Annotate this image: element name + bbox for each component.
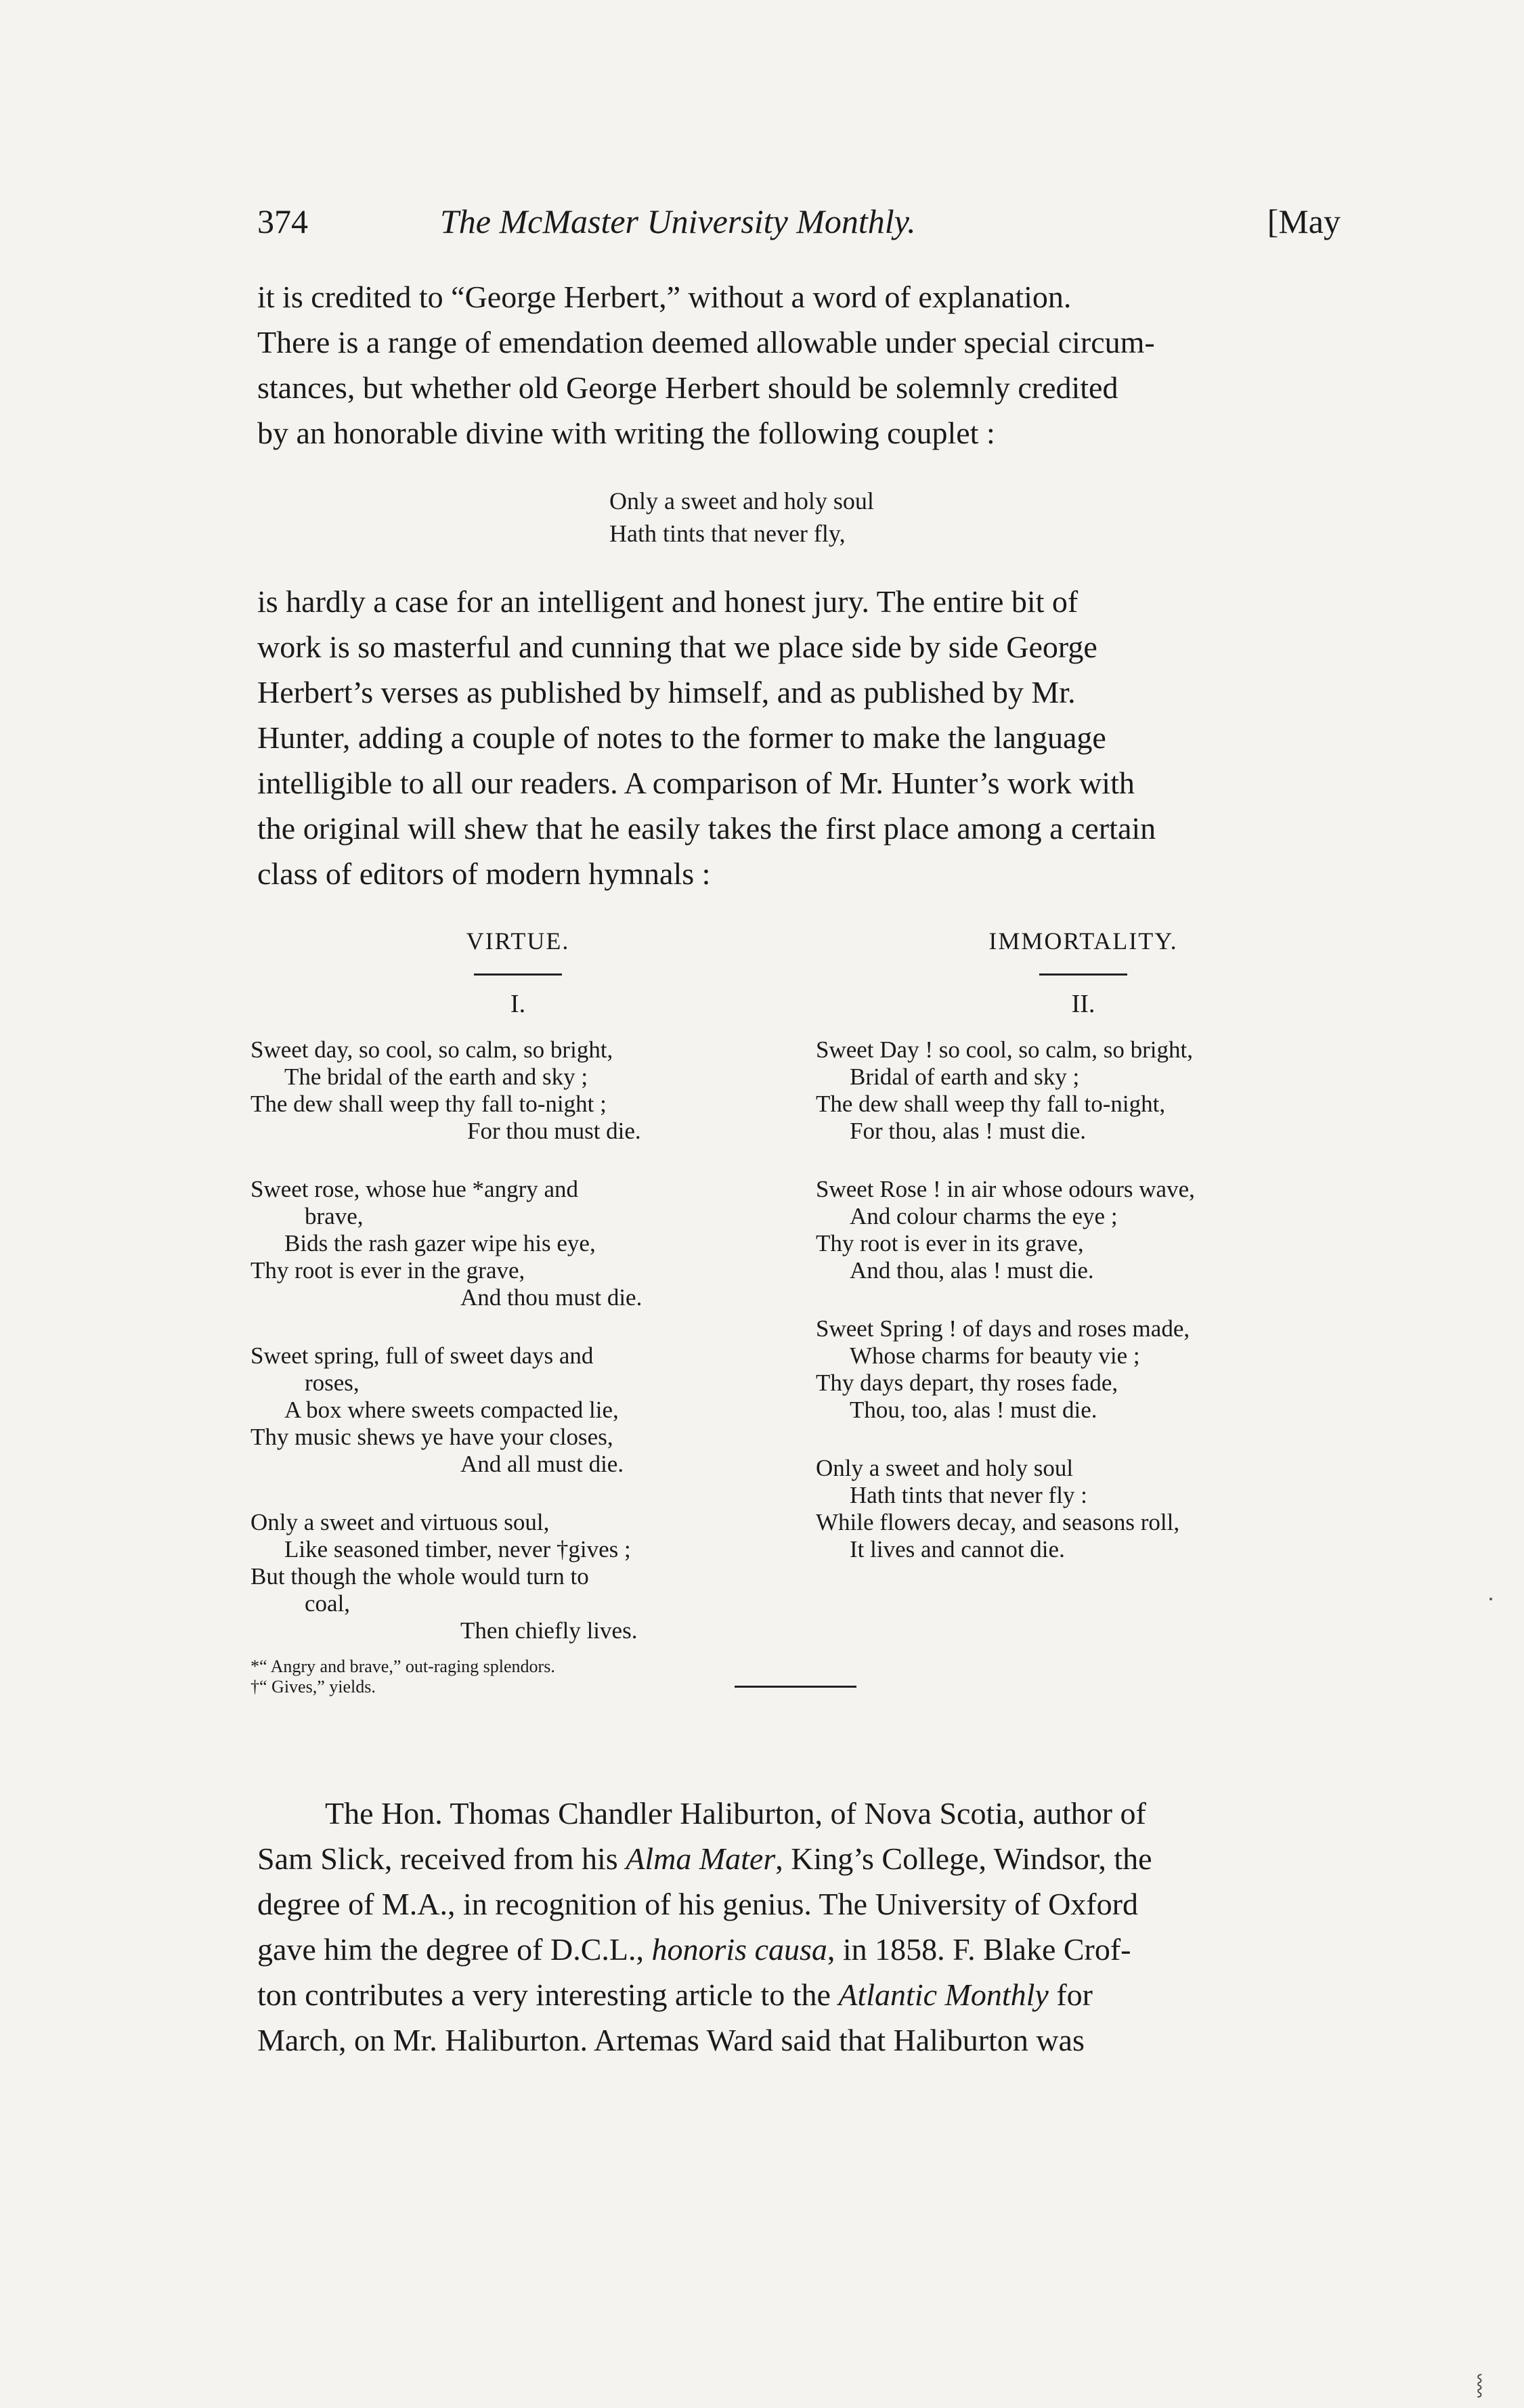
running-header [257,202,1341,256]
stanza-3 [251,1342,785,1478]
footnote: †“ Gives,” yields. [251,1677,376,1696]
text-line: There is a range of emendation deemed allowable under special circum- [257,325,1155,359]
verse-line: For thou must die. [467,1118,641,1144]
verse-line: The dew shall weep thy fall to-night, [816,1091,1166,1117]
verse-line: Thou, too, alas ! must die. [850,1397,1097,1423]
text-line: by an honorable divine with writing the following couplet : [257,416,995,450]
footnotes [251,1657,785,1697]
text-run: , in 1858. F. Blake Crof- [827,1932,1131,1967]
quoted-couplet [609,485,874,550]
page-number: 374 [257,202,308,240]
poem-virtue [251,927,785,1697]
text-run: , King’s College, Windsor, the [775,1841,1152,1876]
footnote: *“ Angry and brave,” out-raging splendors. [251,1657,555,1676]
text-line [257,1836,1341,1881]
verse-line: For thou, alas ! must die. [850,1118,1086,1144]
stanza-1 [251,1036,785,1145]
text-line: it is credited to “George Herbert,” without a word of explanation. [257,280,1072,314]
section-divider [735,1686,856,1688]
verse-line: Thy root is ever in its grave, [816,1230,1084,1256]
text-line: The Hon. Thomas Chandler Haliburton, of Nova Scotia, author of [325,1796,1146,1831]
paragraph-2 [257,579,1341,896]
text-line: March, on Mr. Haliburton. Artemas Ward said that Haliburton was [257,2023,1085,2057]
verse-line: Whose charms for beauty vie ; [850,1342,1140,1369]
stanza-4 [251,1509,785,1644]
verse-line: Sweet rose, whose hue *angry and [251,1176,579,1202]
verse-line: The bridal of the earth and sky ; [284,1064,588,1090]
italic-run: Atlantic Monthly [838,1977,1049,2012]
stanza-2 [251,1176,785,1311]
verse-line: It lives and cannot die. [850,1536,1065,1562]
paragraph-1 [257,274,1341,456]
verse-line: Only a sweet and holy soul [816,1455,1074,1481]
verse-line: Then chiefly lives. [460,1617,638,1644]
verse-line: Thy root is ever in the grave, [251,1257,525,1284]
poem-immortality [816,927,1351,1594]
paragraph-3 [257,1791,1341,2063]
text-line: intelligible to all our readers. A comparison of Mr. Hunter’s work with [257,766,1135,800]
verse-line: Bids the rash gazer wipe his eye, [284,1230,596,1256]
verse-line: And thou must die. [460,1284,643,1311]
text-run: Sam Slick, received from his [257,1841,626,1876]
verse-line: While flowers decay, and seasons roll, [816,1509,1180,1535]
verse-line: And colour charms the eye ; [850,1203,1118,1229]
text-line: degree of M.A., in recognition of his genius. The University of Oxford [257,1887,1138,1921]
header-month: [May [1267,202,1341,240]
stanza-1 [816,1036,1351,1145]
title-rule [1039,973,1127,976]
text-run: ton contributes a very interesting article to the [257,1977,839,2012]
verse-line: The dew shall weep thy fall to-night ; [251,1091,607,1117]
verse-line: And thou, alas ! must die. [850,1257,1094,1284]
title-rule [474,973,562,976]
text-line: class of editors of modern hymnals : [257,856,711,891]
text-line [257,1972,1341,2017]
text-line: Herbert’s verses as published by himself, and as published by Mr. [257,675,1076,709]
verse-line-continuation: brave, [305,1203,364,1229]
verse-line: Thy music shews ye have your closes, [251,1424,613,1450]
verse-line: Like seasoned timber, never †gives ; [284,1536,631,1562]
verse-line: Sweet Rose ! in air whose odours wave, [816,1176,1195,1202]
verse-line: But though the whole would turn to [251,1563,589,1590]
poem-number: II. [1071,990,1095,1018]
italic-run: Alma Mater [626,1841,776,1876]
scan-mark: ⸾ [1476,2373,1483,2396]
verse-line: Thy days depart, thy roses fade, [816,1370,1118,1396]
couplet-line: Only a sweet and holy soul [609,487,874,515]
italic-run: honoris causa [651,1932,827,1967]
text-run: gave him the degree of D.C.L., [257,1932,652,1967]
text-line [257,1927,1341,1972]
text-line: work is so masterful and cunning that we place side by side George [257,630,1097,664]
poem-number: I. [510,990,526,1018]
verse-line-continuation: coal, [305,1590,351,1617]
stanza-2 [816,1176,1351,1284]
stanza-4 [816,1455,1351,1563]
journal-title: The McMaster University Monthly. [440,202,916,240]
verse-line: Only a sweet and virtuous soul, [251,1509,550,1535]
text-line: the original will shew that he easily takes the first place among a certain [257,811,1156,846]
verse-line: Sweet spring, full of sweet days and [251,1342,594,1369]
verse-line: Sweet Spring ! of days and roses made, [816,1315,1190,1342]
verse-line: Sweet Day ! so cool, so calm, so bright, [816,1036,1193,1063]
poem-title: IMMORTALITY. [988,927,1178,955]
scan-speck [1489,1598,1492,1600]
text-line: Hunter, adding a couple of notes to the former to make the language [257,720,1106,755]
text-line: stances, but whether old George Herbert should be solemnly credited [257,370,1118,405]
text-run: for [1048,1977,1093,2012]
stanza-3 [816,1315,1351,1424]
text-line: is hardly a case for an intelligent and honest jury. The entire bit of [257,584,1079,619]
verse-line-continuation: roses, [305,1370,360,1396]
couplet-line: Hath tints that never fly, [609,520,846,547]
verse-line: Bridal of earth and sky ; [850,1064,1080,1090]
verse-line: Sweet day, so cool, so calm, so bright, [251,1036,613,1063]
verse-line: Hath tints that never fly : [850,1482,1087,1508]
verse-line: A box where sweets compacted lie, [284,1397,619,1423]
verse-line: And all must die. [460,1451,624,1477]
poem-title: VIRTUE. [466,927,570,955]
